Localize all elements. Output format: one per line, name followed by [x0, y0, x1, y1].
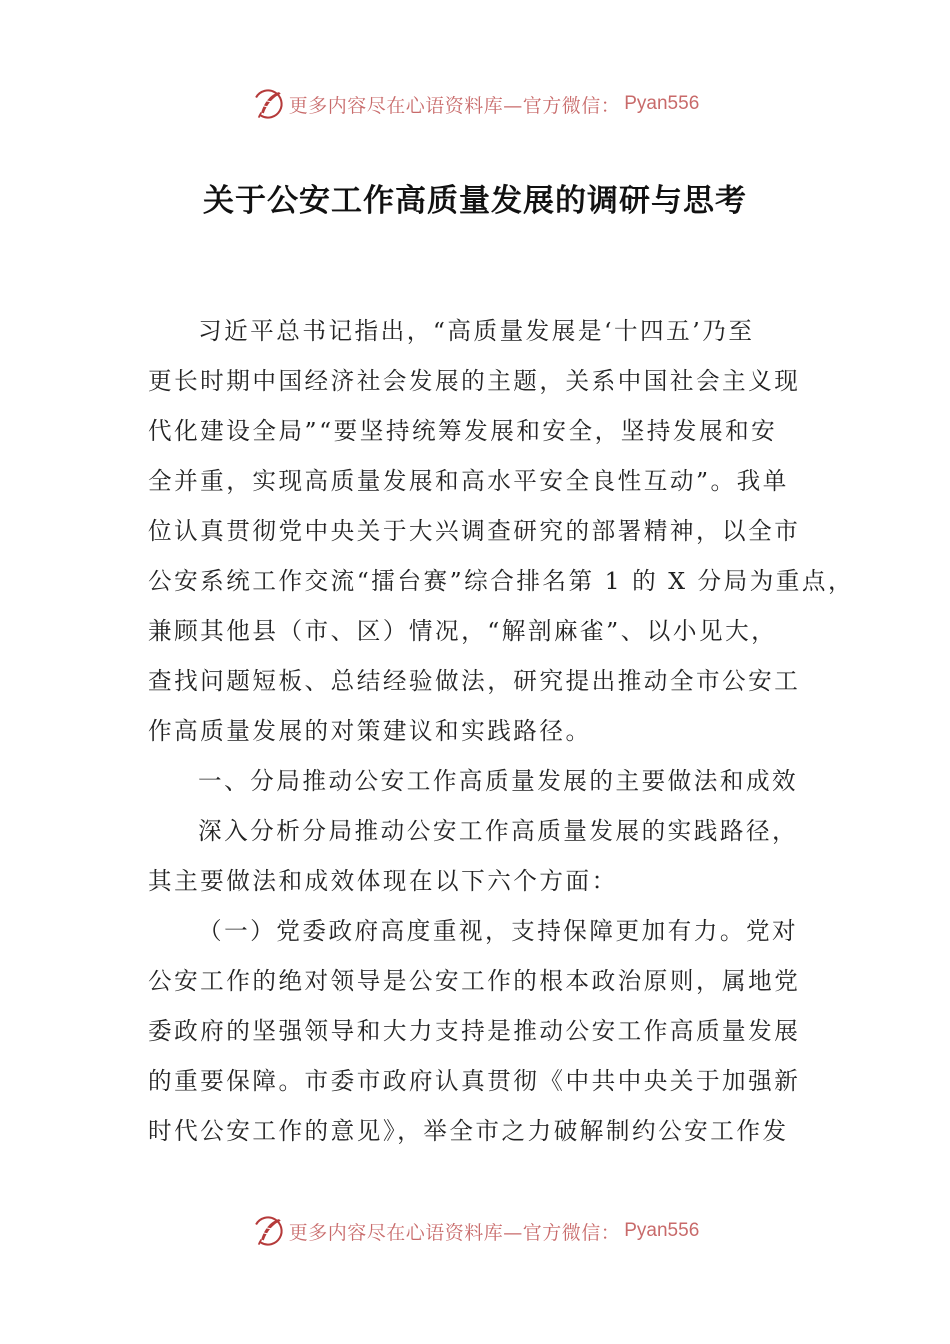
document-title: 关于公安工作高质量发展的调研与思考 — [203, 183, 747, 219]
paragraph-line: 兼顾其他县（市、区）情况，“解剖麻雀”、以小见大， — [148, 617, 778, 645]
paragraph-line: 作高质量发展的对策建议和实践路径。 — [148, 717, 592, 745]
watermark-text: 更多内容尽在心语资料库—官方微信： — [288, 1221, 621, 1244]
paragraph-line: 习近平总书记指出，“高质量发展是‘十四五’乃至 — [198, 317, 755, 345]
document-body — [148, 306, 855, 1156]
section-heading: 一、分局推动公安工作高质量发展的主要做法和成效 — [198, 767, 799, 795]
paragraph-line: 其主要做法和成效体现在以下六个方面： — [148, 867, 618, 895]
paragraph-line: 全并重，实现高质量发展和高水平安全良性互动”。我单 — [148, 467, 789, 495]
paragraph-line: 深入分析分局推动公安工作高质量发展的实践路径， — [198, 817, 799, 845]
paragraph-line: 的重要保障。市委市政府认真贯彻《中共中央关于加强新 — [148, 1067, 801, 1095]
watermark-wechat-id: Pyan556 — [624, 1220, 700, 1241]
subsection-heading: （一）党委政府高度重视，支持保障更加有力。党对 — [198, 917, 799, 945]
quill-logo-icon — [251, 1214, 285, 1248]
paragraph-line: 更长时期中国经济社会发展的主题，关系中国社会主义现 — [148, 367, 801, 395]
paragraph-line: 时代公安工作的意见》，举全市之力破解制约公安工作发 — [148, 1117, 789, 1145]
watermark-wechat-id: Pyan556 — [624, 93, 700, 114]
watermark-text: 更多内容尽在心语资料库—官方微信： — [288, 94, 621, 117]
quill-logo-icon — [251, 87, 285, 121]
watermark-footer — [0, 1211, 950, 1251]
paragraph-line: 公安工作的绝对领导是公安工作的根本政治原则，属地党 — [148, 967, 801, 995]
watermark-header — [0, 84, 950, 124]
paragraph-line: 位认真贯彻党中央关于大兴调查研究的部署精神，以全市 — [148, 517, 801, 545]
paragraph-line: 查找问题短板、总结经验做法，研究提出推动全市公安工 — [148, 667, 801, 695]
paragraph-line: 委政府的坚强领导和大力支持是推动公安工作高质量发展 — [148, 1017, 801, 1045]
paragraph-line: 代化建设全局”“要坚持统筹发展和安全，坚持发展和安 — [148, 417, 778, 445]
paragraph-line: 公安系统工作交流“擂台赛”综合排名第 1 的 X 分局为重点， — [148, 567, 855, 595]
